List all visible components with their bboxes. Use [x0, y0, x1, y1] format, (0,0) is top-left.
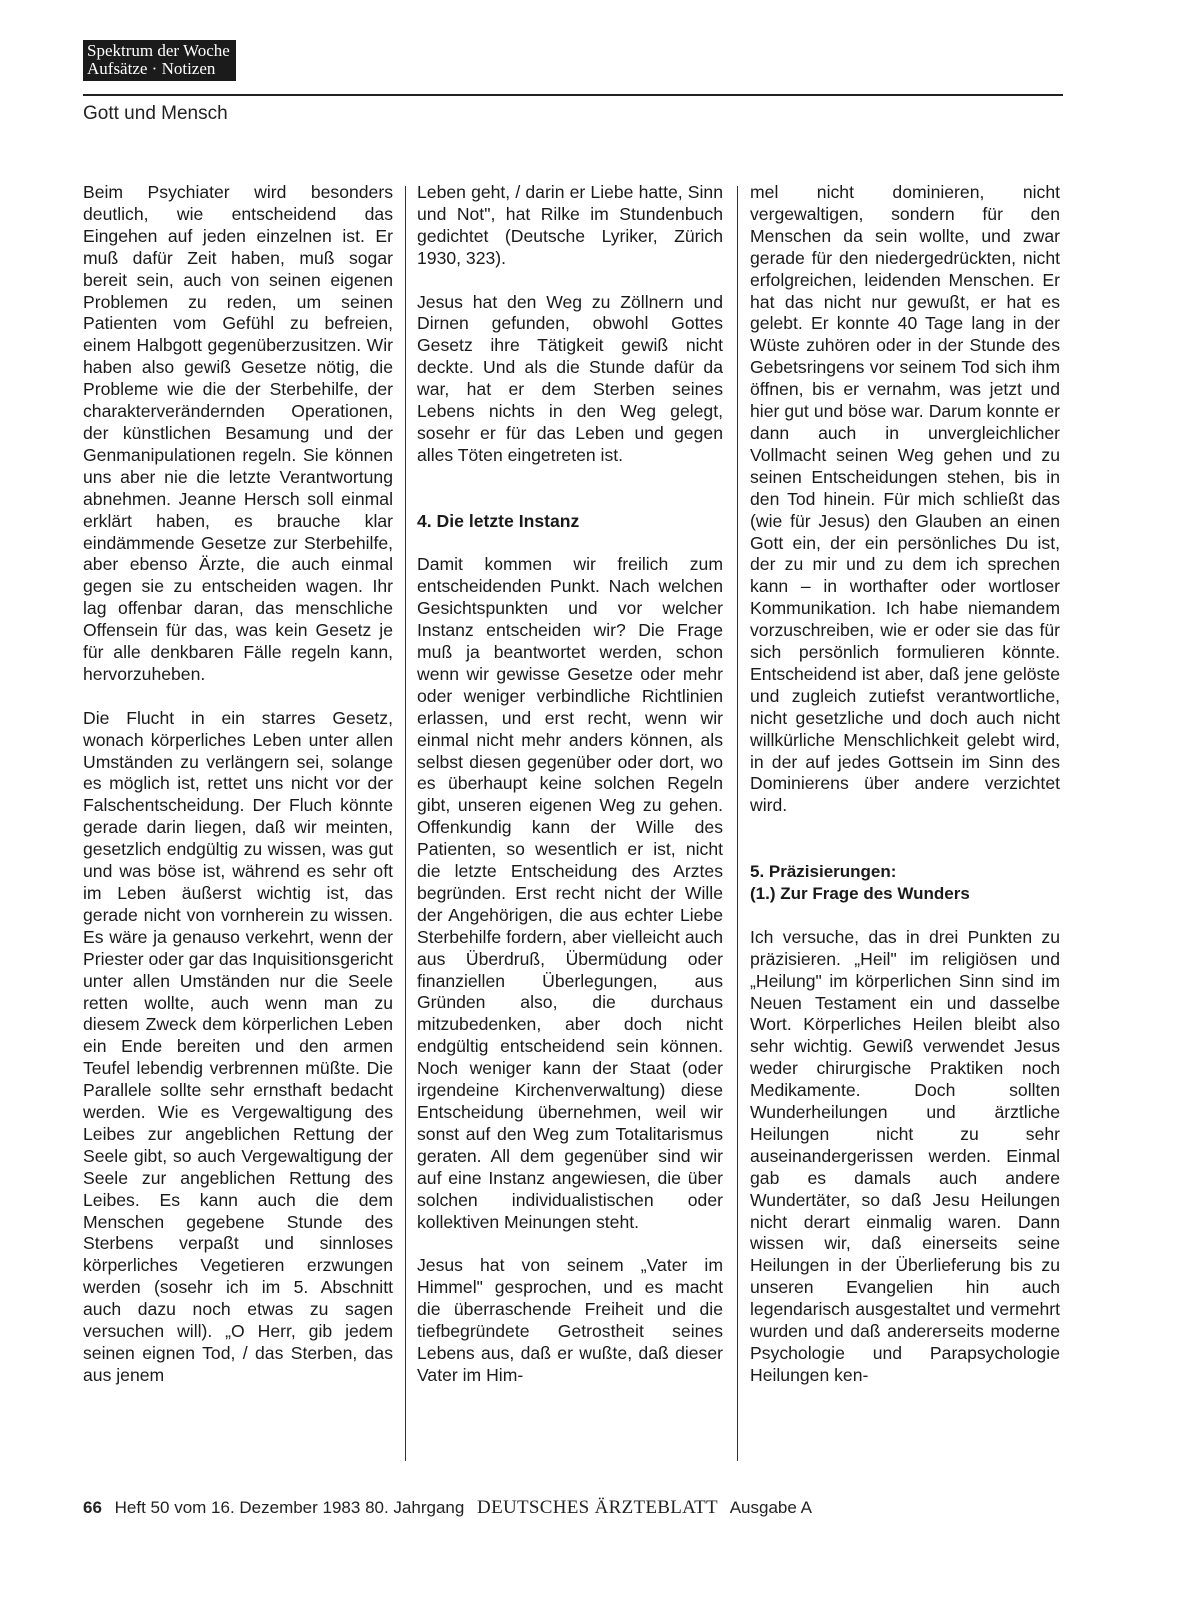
magazine-name: DEUTSCHES ÄRZTEBLATT — [477, 1497, 718, 1518]
edition-label: Ausgabe A — [729, 1498, 812, 1517]
paragraph: Leben geht, / darin er Liebe hatte, Sinn und Not", hat Rilke im Stundenbuch gedichtet (Deutsche Lyriker, Zürich 1930, 323). — [417, 182, 723, 268]
text-column-2 — [417, 182, 723, 1387]
paragraph: Beim Psychiater wird besonders deutlich, wie entscheidend das Eingehen auf jeden einzelnen ist. Er muß dafür Zeit haben, muß sogar bereit sein, auch von seinen eigenen Problemen zu reden, um seinen Patienten vom Gefühl zu befreien, einem Halbgott gegenüberzusitzen. Wir haben also gewiß Gesetze nötig, die Probleme wie die der Sterbehilfe, der charakterverändernden Operationen, der künstlichen Besamung und der Genmanipulationen regeln. Sie können uns aber nie die letzte Verantwortung abnehmen. Jeanne Hersch soll einmal erklärt haben, es brauche klar eindämmende Gesetze zur Sterbehilfe, aber ebenso Ärzte, die auch einmal gegen sie zu entscheiden wagen. Ihr lag offenbar daran, das menschliche Offensein für das, was kein Gesetz je für alle denkbaren Fälle regeln kann, hervorzuheben. — [83, 182, 393, 684]
section-heading-5 — [750, 861, 1060, 905]
header-divider — [83, 94, 1063, 96]
text-column-3 — [750, 182, 1060, 1387]
page-number: 66 — [83, 1498, 102, 1517]
issue-info: Heft 50 vom 16. Dezember 1983 80. Jahrgang — [114, 1498, 465, 1517]
section-title: Gott und Mensch — [83, 103, 228, 124]
heading-line: 5. Präzisierungen: — [750, 862, 897, 882]
column-divider-1 — [405, 186, 406, 1461]
text-column-1 — [83, 182, 393, 1387]
section-heading-4 — [417, 511, 723, 533]
paragraph: Damit kommen wir freilich zum entscheidenden Punkt. Nach welchen Gesichtspunkten und vor welcher Instanz entscheiden wir? Die Frage muß ja beantwortet werden, schon wenn wir gewisse Gesetze oder mehr oder weniger verbindliche Richtlinien erlassen, und erst recht, wenn wir einmal nicht mehr anders können, als selbst diesen gegenüber oder dort, wo es überhaupt keine solchen Regeln gibt, unseren eigenen Weg zu gehen. Offenkundig kann der Wille des Patienten, so wesentlich er ist, nicht die letzte Entscheidung des Arztes begründen. Erst recht nicht der Wille der Angehörigen, die aus echter Liebe Sterbehilfe fordern, aber vielleicht auch aus Überdruß, Übermüdung oder finanziellen Überlegungen, aus Gründen also, die durchaus mitzubedenken, aber doch nicht endgültig entscheidend sein können. Noch weniger kann der Staat (oder irgendeine Kirchenverwaltung) diese Entscheidung übernehmen, weil wir sonst auf den Weg zum Totalitarismus geraten. All dem gegenüber sind wir auf eine Instanz angewiesen, die über solchen individualistischen oder kollektiven Meinungen steht. — [417, 554, 723, 1232]
heading-text: 4. Die letzte Instanz — [417, 510, 580, 531]
paragraph: Jesus hat den Weg zu Zöllnern und Dirnen gefunden, obwohl Gottes Gesetz ihre Tätigkeit gewiß nicht deckte. Und als die Stunde dafür da war, hat er dem Sterben seines Lebens nichts in den Weg gelegt, sosehr er für das Leben und gegen alles Töten eingetreten ist. — [417, 291, 723, 465]
paragraph: Ich versuche, das in drei Punkten zu präzisieren. „Heil" im religiösen und „Heilung" im körperlichen Sinn sind im Neuen Testament ein und dasselbe Wort. Körperliches Heilen bleibt also sehr wichtig. Gewiß verwendet Jesus weder chirurgische Praktiken noch Medikamente. Doch sollten Wunderheilungen und ärztliche Heilungen nicht zu sehr auseinandergerissen werden. Einmal gab es damals auch andere Wundertäter, so daß Jesu Heilungen nicht derart einmalig waren. Dann wissen wir, daß einerseits seine Heilungen in der Überlieferung bis zu unseren Evangelien hin auch legendarisch ausgestaltet und vermehrt wurden und daß andererseits moderne Psychologie und Parapsychologie Heilungen ken- — [750, 926, 1060, 1385]
heading-line: (1.) Zur Frage des Wunders — [750, 883, 970, 903]
rubric-line-2: Aufsätze · Notizen — [87, 59, 216, 78]
page-footer — [83, 1497, 812, 1519]
paragraph: Die Flucht in ein starres Gesetz, wonach körperliches Leben unter allen Umständen zu verlängern sei, solange es möglich ist, rettet uns nicht vor der Falschentscheidung. Der Fluch könnte gerade darin liegen, daß wir meinten, gesetzlich endgültig zu wissen, was gut und was böse ist, während es sehr oft im Leben äußerst wichtig ist, das gerade nicht von vornherein zu wissen. Es wäre ja genauso verkehrt, wenn der Priester oder gar das Inquisitionsgericht unter allen Umständen nur die Seele retten wollte, auch wenn man zu diesem Zweck dem körperlichen Leben ein Ende bereiten und den armen Teufel lebendig verbrennen müßte. Die Parallele sollte sehr ernsthaft bedacht werden. Wie es Vergewaltigung des Leibes zur angeblichen Rettung der Seele gibt, so auch Vergewaltigung der Seele zur angeblichen Rettung des Leibes. Es kann auch die dem Menschen gegebene Stunde des Sterbens verpaßt und sinnloses körperliches Vegetieren erzwungen werden (sosehr ich im 5. Abschnitt auch dazu noch etwas zu sagen versuchen will). „O Herr, gib jedem seinen eignen Tod, / das Sterben, das aus jenem — [83, 707, 394, 1385]
rubric-label — [83, 40, 236, 81]
column-divider-2 — [737, 186, 738, 1461]
paragraph: Jesus hat von seinem „Vater im Himmel" gesprochen, und es macht die überraschende Freiheit und die tiefbegründete Getrostheit seines Lebens aus, daß er wußte, daß dieser Vater im Him- — [417, 1255, 723, 1385]
rubric-line-1: Spektrum der Woche — [87, 41, 230, 60]
paragraph: mel nicht dominieren, nicht vergewaltigen, sondern für den Menschen da sein wollte, und zwar gerade für den niedergedrückten, nicht erfolgreichen, leidenden Menschen. Er hat das nicht nur gewußt, er hat es gelebt. Er konnte 40 Tage lang in der Wüste zuhören oder in der Stunde des Gebetsringens vor seinem Tod sich ihm öffnen, bis er vernahm, was jetzt und hier gut und böse war. Darum konnte er dann auch in unvergleichlicher Vollmacht seinen Weg gehen und zu seinen Entscheidungen stehen, bis in den Tod hinein. Für mich schließt das (wie für Jesus) den Glauben an einen Gott ein, der ein persönliches Du ist, der zu mir und zu dem ich sprechen kann – in worthafter oder wortloser Kommunikation. Ich habe niemandem vorzuschreiben, wie er oder sie das für sich persönlich formulieren könnte. Entscheidend ist aber, daß jene gelöste und zugleich zutiefst verantwortliche, nicht gesetzliche und doch auch nicht willkürliche Menschlichkeit gelebt wird, in der auf jedes Gottsein im Sinn des Dominierens über andere verzichtet wird. — [750, 182, 1060, 816]
